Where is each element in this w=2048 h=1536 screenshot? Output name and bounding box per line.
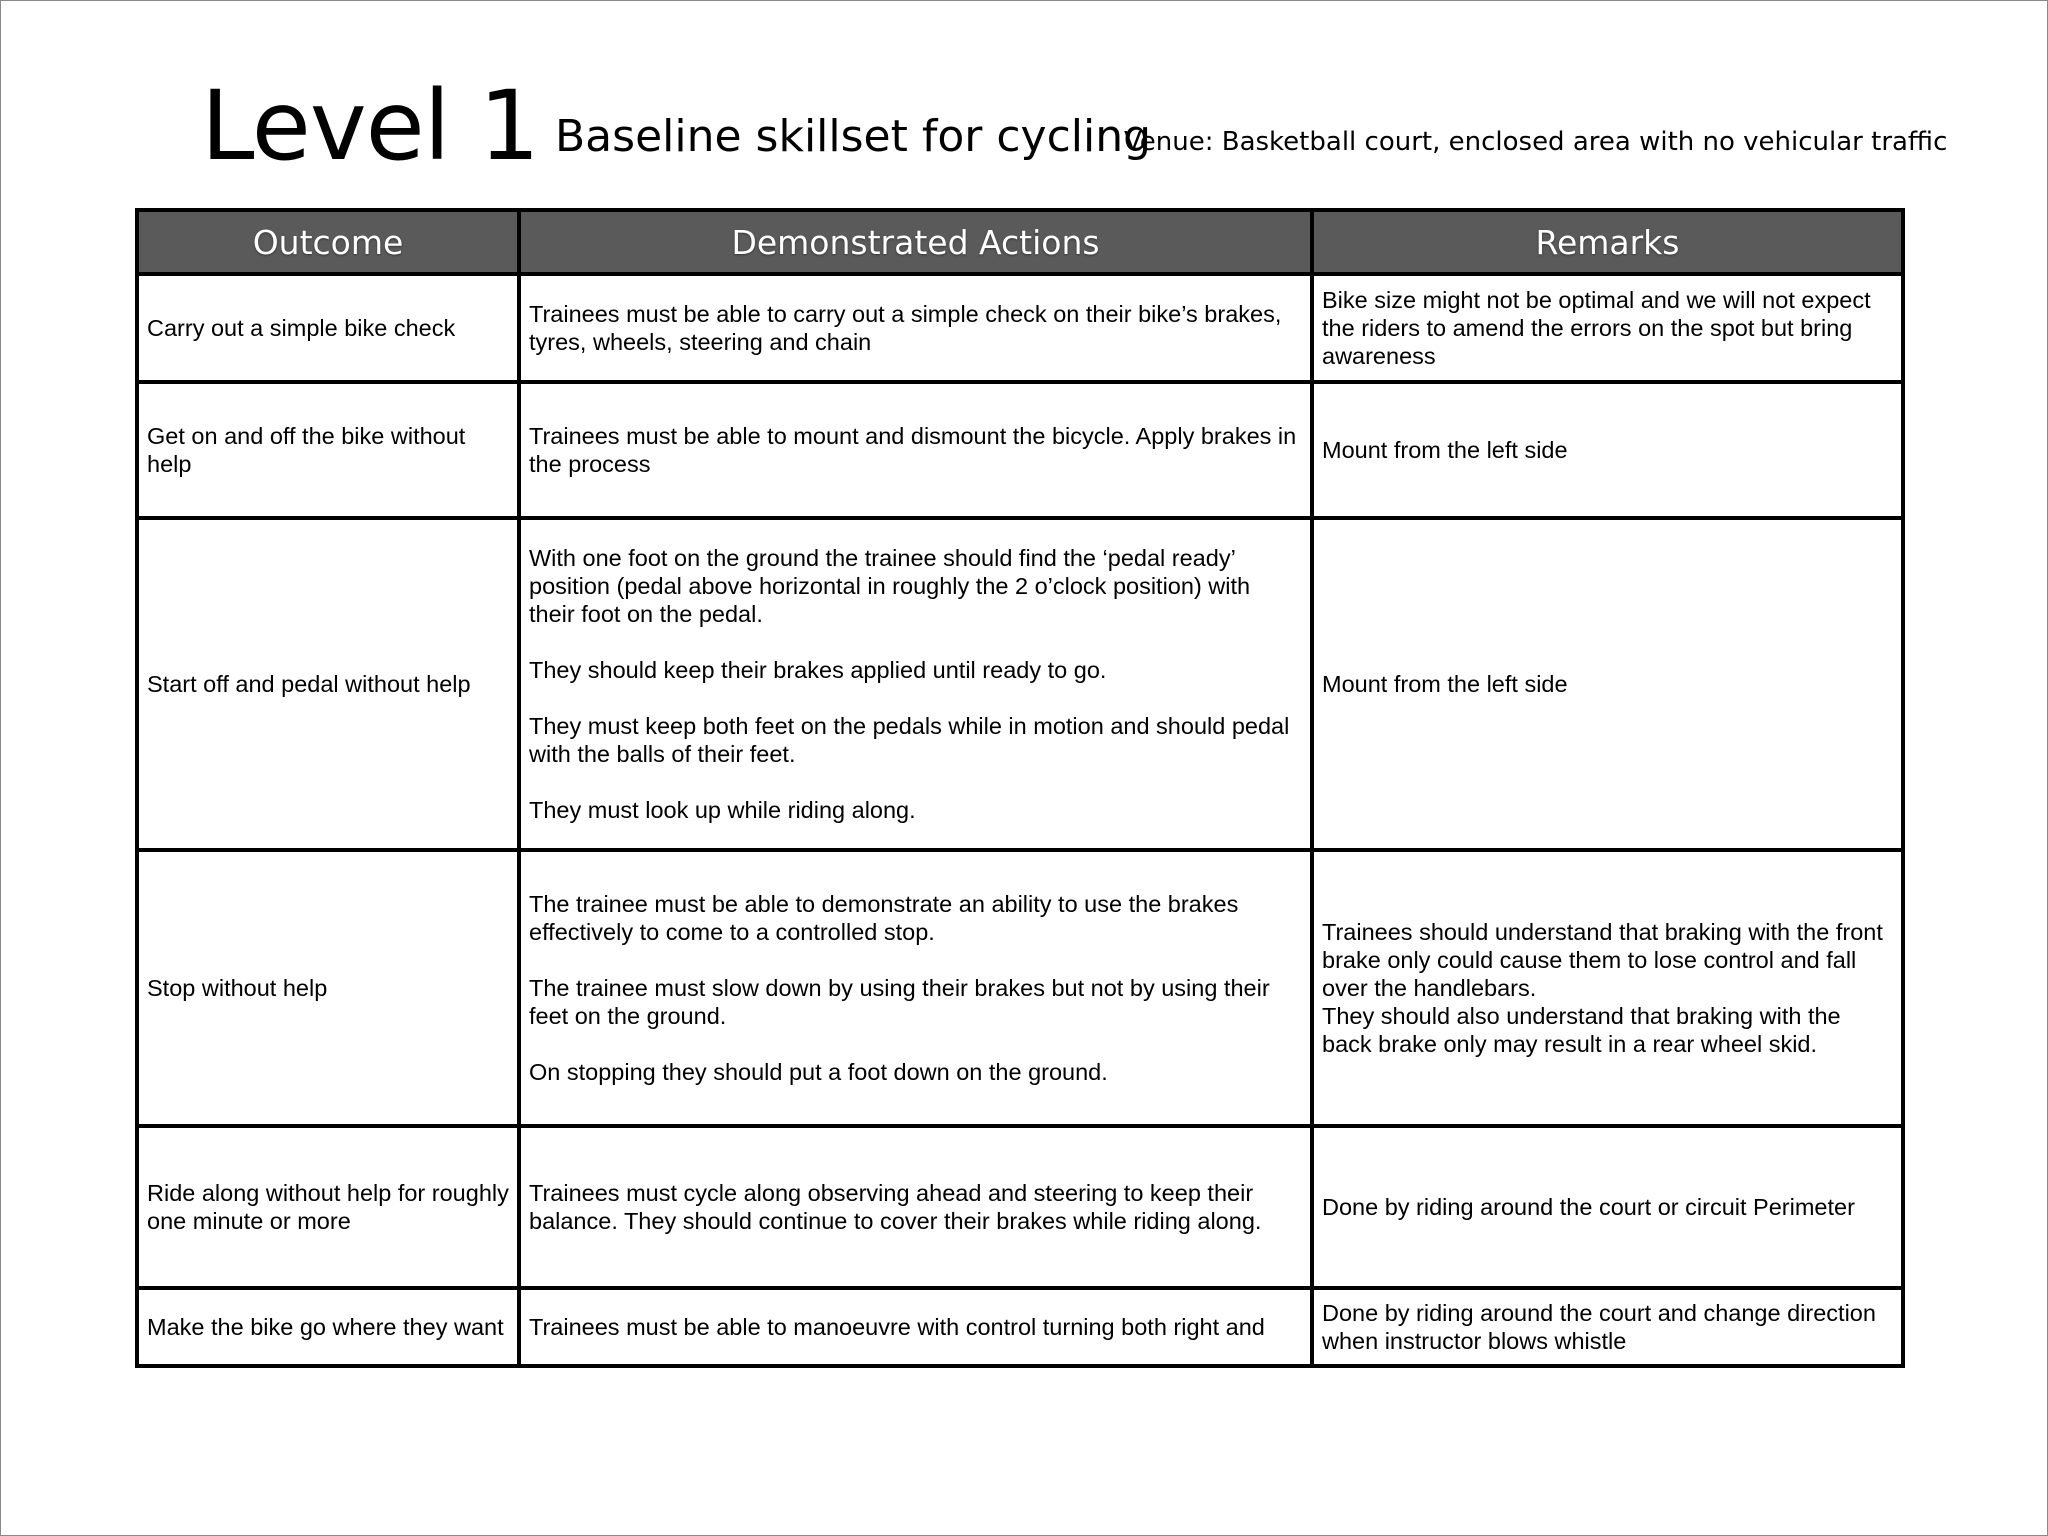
actions-cell: The trainee must be able to demonstrate an ability to use the brakes effectively to come to a controlled stop. The trainee must slow down by using their brakes but not by using their feet on the ground. On stopping they should put a foot down on the ground. bbox=[519, 850, 1312, 1126]
actions-cell: Trainees must cycle along observing ahead and steering to keep their balance. They should continue to cover their brakes while riding along. bbox=[519, 1126, 1312, 1288]
column-header-remarks: Remarks bbox=[1312, 210, 1903, 274]
column-header-demonstrated-actions: Demonstrated Actions bbox=[519, 210, 1312, 274]
table-row bbox=[137, 1126, 1903, 1288]
actions-cell: Trainees must be able to manoeuvre with control turning both right and bbox=[519, 1288, 1312, 1366]
table-row bbox=[137, 850, 1903, 1126]
outcome-cell: Ride along without help for roughly one minute or more bbox=[137, 1126, 519, 1288]
table-row bbox=[137, 518, 1903, 850]
venue-text: Venue: Basketball court, enclosed area with no vehicular traffic bbox=[1124, 127, 1948, 157]
outcome-cell: Stop without help bbox=[137, 850, 519, 1126]
skillset-subtitle: Baseline skillset for cycling bbox=[555, 111, 1152, 162]
level-title: Level 1 bbox=[201, 70, 539, 182]
table-row bbox=[137, 274, 1903, 382]
remarks-cell: Mount from the left side bbox=[1312, 382, 1903, 518]
table-header-row bbox=[137, 210, 1903, 274]
outcome-cell: Get on and off the bike without help bbox=[137, 382, 519, 518]
actions-cell: Trainees must be able to mount and dismount the bicycle. Apply brakes in the process bbox=[519, 382, 1312, 518]
remarks-cell: Mount from the left side bbox=[1312, 518, 1903, 850]
skills-table bbox=[135, 208, 1905, 1368]
remarks-cell: Done by riding around the court and change direction when instructor blows whistle bbox=[1312, 1288, 1903, 1366]
column-header-outcome: Outcome bbox=[137, 210, 519, 274]
table-row bbox=[137, 382, 1903, 518]
remarks-cell: Trainees should understand that braking with the front brake only could cause them to lose control and fall over the handlebars. They should also understand that braking with the back brake only may result in a rear wheel skid. bbox=[1312, 850, 1903, 1126]
outcome-cell: Start off and pedal without help bbox=[137, 518, 519, 850]
actions-cell: Trainees must be able to carry out a simple check on their bike’s brakes, tyres, wheels, steering and chain bbox=[519, 274, 1312, 382]
table-row bbox=[137, 1288, 1903, 1366]
outcome-cell: Make the bike go where they want bbox=[137, 1288, 519, 1366]
outcome-cell: Carry out a simple bike check bbox=[137, 274, 519, 382]
remarks-cell: Bike size might not be optimal and we will not expect the riders to amend the errors on the spot but bring awareness bbox=[1312, 274, 1903, 382]
actions-cell: With one foot on the ground the trainee should find the ‘pedal ready’ position (pedal above horizontal in roughly the 2 o’clock position) with their foot on the pedal. They should keep their brakes applied until ready to go. They must keep both feet on the pedals while in motion and should pedal with the balls of their feet. They must look up while riding along. bbox=[519, 518, 1312, 850]
remarks-cell: Done by riding around the court or circuit Perimeter bbox=[1312, 1126, 1903, 1288]
